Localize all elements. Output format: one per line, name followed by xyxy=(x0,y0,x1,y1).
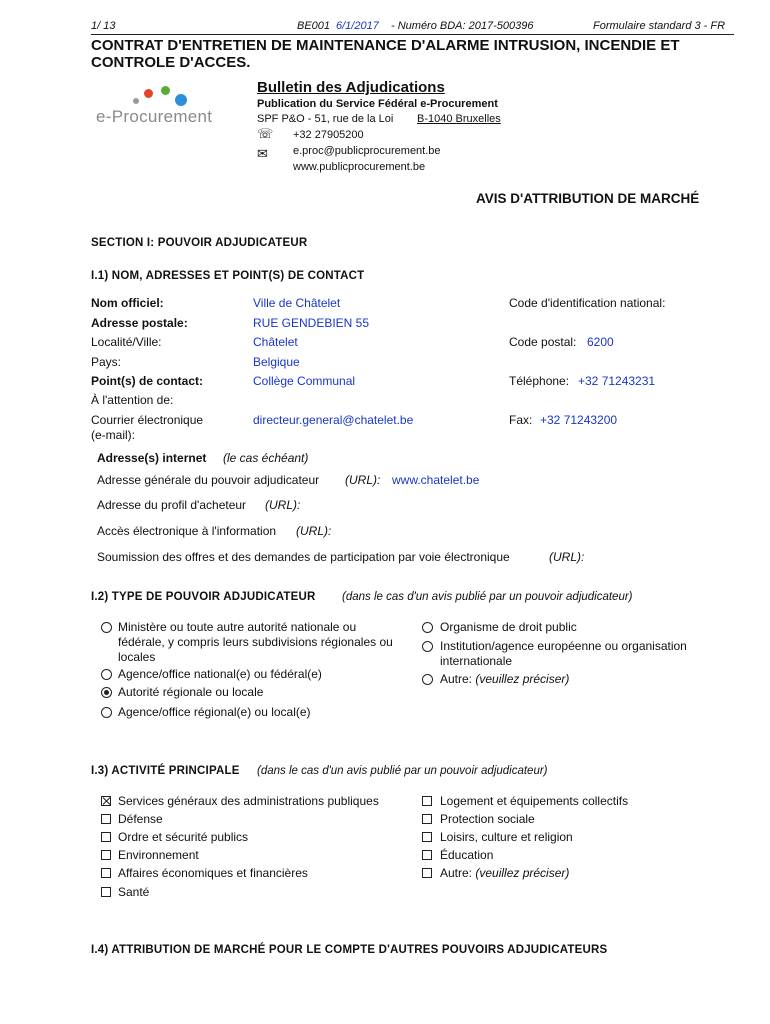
checkbox-general-services[interactable] xyxy=(101,796,111,806)
general-url-note: (URL): xyxy=(345,473,381,487)
reference-date[interactable]: 6/1/2017 xyxy=(336,20,379,32)
internet-note: (le cas échéant) xyxy=(223,451,309,465)
radio-other-authority-label: Autre: (veuillez préciser) xyxy=(440,672,570,686)
header-rule xyxy=(91,34,734,35)
attention-label: À l'attention de: xyxy=(91,393,174,407)
i3-heading: I.3) ACTIVITÉ PRINCIPALE xyxy=(91,765,240,777)
radio-ministry[interactable] xyxy=(101,622,112,633)
checkbox-defense[interactable] xyxy=(101,814,111,824)
reference-number: - Numéro BDA: 2017-500396 xyxy=(391,20,534,32)
radio-public-law-body-label: Organisme de droit public xyxy=(440,620,577,634)
checkbox-health-label: Santé xyxy=(118,885,150,899)
checkbox-environment[interactable] xyxy=(101,850,111,860)
postal-address-label: Adresse postale: xyxy=(91,316,188,330)
reference-prefix: BE001 xyxy=(297,20,331,32)
email-label-line1: Courrier électronique xyxy=(91,413,204,427)
publisher-city: B-1040 Bruxelles xyxy=(417,113,501,125)
locality-label: Localité/Ville: xyxy=(91,335,162,349)
radio-other-authority[interactable] xyxy=(422,674,433,685)
contract-title: CONTRAT D'ENTRETIEN DE MAINTENANCE D'ALARME INTRUSION, INCENDIE ET CONTROLE D'ACCES. xyxy=(91,37,680,71)
phone-value: +32 71243231 xyxy=(578,374,656,388)
checkbox-social-protection[interactable] xyxy=(422,814,432,824)
electronic-access-note: (URL): xyxy=(296,524,332,538)
general-url-value[interactable]: www.chatelet.be xyxy=(392,473,480,487)
i2-note: (dans le cas d'un avis publié par un pouvoir adjudicateur) xyxy=(342,591,633,603)
electronic-access-label: Accès électronique à l'information xyxy=(97,524,277,538)
submission-note: (URL): xyxy=(549,550,585,564)
postal-address-value: RUE GENDEBIEN 55 xyxy=(253,316,370,330)
radio-regional-authority[interactable] xyxy=(101,687,112,698)
postal-code-value: 6200 xyxy=(587,335,614,349)
email-value[interactable]: directeur.general@chatelet.be xyxy=(253,413,414,427)
contact-label: Point(s) de contact: xyxy=(91,374,204,388)
radio-regional-agency[interactable] xyxy=(101,707,112,718)
page-number: 1/ 13 xyxy=(91,20,116,32)
fax-label: Fax: xyxy=(509,413,533,427)
postal-code-label: Code postal: xyxy=(509,335,577,349)
checkbox-public-order-label: Ordre et sécurité publics xyxy=(118,830,249,844)
email-label-line2: (e-mail): xyxy=(91,428,135,442)
country-value: Belgique xyxy=(253,355,300,369)
logo-text: e-Procurement xyxy=(96,107,213,126)
radio-national-agency[interactable] xyxy=(101,669,112,680)
publisher-phone: +32 27905200 xyxy=(293,129,364,141)
contact-value: Collège Communal xyxy=(253,374,356,388)
official-name-value: Ville de Châtelet xyxy=(253,296,341,310)
form-name: Formulaire standard 3 - FR xyxy=(593,20,726,32)
i3-note: (dans le cas d'un avis publié par un pouvoir adjudicateur) xyxy=(257,765,548,777)
checkbox-economic-affairs[interactable] xyxy=(101,868,111,878)
bulletin-title: Bulletin des Adjudications xyxy=(257,79,445,96)
checkbox-leisure-label: Loisirs, culture et religion xyxy=(440,830,573,844)
phone-icon: ☏ xyxy=(257,126,274,141)
publisher-website[interactable]: www.publicprocurement.be xyxy=(293,161,426,173)
section-heading: SECTION I: POUVOIR ADJUDICATEUR xyxy=(91,237,308,249)
buyer-profile-label: Adresse du profil d'acheteur xyxy=(97,498,247,512)
publisher-address: SPF P&O - 51, rue de la Loi xyxy=(257,113,394,125)
general-url-label: Adresse générale du pouvoir adjudicateur xyxy=(97,473,320,487)
checkbox-housing-label: Logement et équipements collectifs xyxy=(440,794,629,808)
radio-ministry-label: Ministère ou toute autre autorité nationale ou fédérale, y compris leurs subdivisions régionales ou locales xyxy=(118,620,393,664)
radio-european-institution-label: Institution/agence européenne ou organisation internationale xyxy=(440,639,687,668)
i1-heading: I.1) NOM, ADRESSES ET POINT(S) DE CONTACT xyxy=(91,270,365,282)
i2-heading: I.2) TYPE DE POUVOIR ADJUDICATEUR xyxy=(91,591,316,603)
publisher-email[interactable]: e.proc@publicprocurement.be xyxy=(293,145,441,157)
notice-title: AVIS D'ATTRIBUTION DE MARCHÉ xyxy=(476,191,700,206)
locality-value: Châtelet xyxy=(253,335,298,349)
checkbox-social-protection-label: Protection sociale xyxy=(440,812,535,826)
submission-label: Soumission des offres et des demandes de participation par voie électronique xyxy=(97,550,510,564)
checkbox-other-activity[interactable] xyxy=(422,868,432,878)
buyer-profile-note: (URL): xyxy=(265,498,301,512)
publisher-subtitle: Publication du Service Fédéral e-Procurement xyxy=(257,98,498,110)
radio-public-law-body[interactable] xyxy=(422,622,433,633)
checkbox-leisure[interactable] xyxy=(422,832,432,842)
phone-label: Téléphone: xyxy=(509,374,570,388)
mail-icon: ✉ xyxy=(257,146,268,161)
radio-european-institution[interactable] xyxy=(422,641,433,652)
country-label: Pays: xyxy=(91,355,122,369)
internet-label: Adresse(s) internet xyxy=(97,451,207,465)
checkbox-education[interactable] xyxy=(422,850,432,860)
radio-national-agency-label: Agence/office national(e) ou fédéral(e) xyxy=(118,667,322,681)
checkbox-housing[interactable] xyxy=(422,796,432,806)
checkbox-education-label: Éducation xyxy=(440,848,494,862)
checkbox-general-services-label: Services généraux des administrations publiques xyxy=(118,794,379,808)
i4-heading: I.4) ATTRIBUTION DE MARCHÉ POUR LE COMPTE D'AUTRES POUVOIRS ADJUDICATEURS xyxy=(91,944,608,956)
checkbox-economic-affairs-label: Affaires économiques et financières xyxy=(118,866,308,880)
national-id-label: Code d'identification national: xyxy=(509,296,666,310)
checkbox-environment-label: Environnement xyxy=(118,848,199,862)
fax-value: +32 71243200 xyxy=(540,413,618,427)
checkbox-defense-label: Défense xyxy=(118,812,163,826)
checkbox-health[interactable] xyxy=(101,887,111,897)
radio-regional-agency-label: Agence/office régional(e) ou local(e) xyxy=(118,705,311,719)
checkbox-public-order[interactable] xyxy=(101,832,111,842)
radio-regional-authority-label: Autorité régionale ou locale xyxy=(118,685,264,699)
official-name-label: Nom officiel: xyxy=(91,296,164,310)
checkbox-other-activity-label: Autre: (veuillez préciser) xyxy=(440,866,570,880)
